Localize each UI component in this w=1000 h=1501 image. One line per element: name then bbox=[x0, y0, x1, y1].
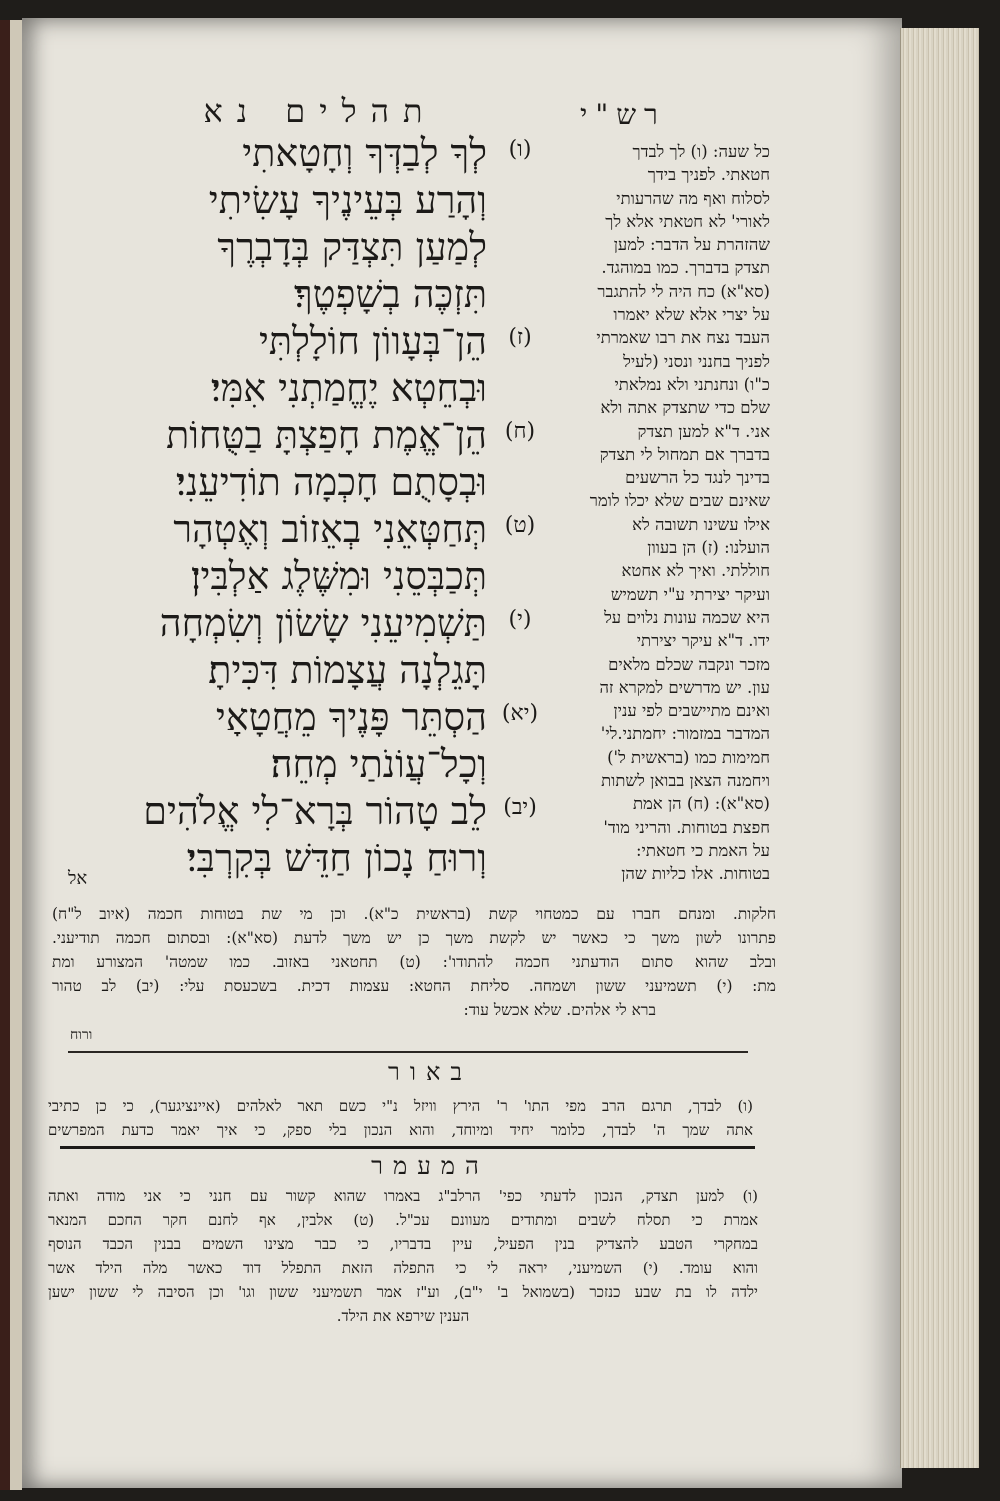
rashi-line: המדבר במזמור: יחמתני.לי' bbox=[600, 724, 770, 744]
verse-line bbox=[100, 130, 545, 177]
verse-line bbox=[100, 835, 545, 882]
verse-text: לֵב טָהוֹר בְּרָא־לִי אֱלֹהִים bbox=[143, 789, 487, 833]
verse-number: (ו) bbox=[508, 137, 532, 162]
rashi-line: ובלב שהוא סתום הודעתני חכמה להתודו': (ט) תחטאני באזוב. כמו שמטה' המצורע ומת bbox=[52, 953, 776, 971]
verse-number: (יב) bbox=[503, 795, 537, 820]
rashi-line: כ"ו) ונחנתני ולא נמלאתי bbox=[614, 374, 770, 394]
rashi-line: ברא לי אלהים. שלא אכשל עוד: bbox=[463, 1001, 656, 1019]
catchword-rashi: ורוח bbox=[70, 1027, 93, 1043]
rashi-line: אילו עשינו תשובה לא bbox=[632, 514, 770, 534]
verse-line bbox=[100, 694, 545, 741]
rashi-line: שאינם שבים שלא יכלו לומר bbox=[589, 491, 770, 511]
verse-number: (ז) bbox=[508, 325, 532, 350]
verse-text: וְרוּחַ נָכוֹן חַדֵּשׁ בְּקִרְבִּי׃ bbox=[186, 836, 487, 880]
verse-text: תָּגֵלְנָה עֲצָמוֹת דִּכִּיתָ׃ bbox=[208, 648, 487, 692]
verse-line bbox=[100, 177, 545, 224]
verse-line bbox=[100, 224, 545, 271]
hameamer-section-title: המעמר bbox=[371, 1152, 489, 1180]
verse-line bbox=[100, 365, 545, 412]
page-stack-edge bbox=[900, 28, 979, 1468]
verse-line bbox=[100, 647, 545, 694]
rashi-line: אני. ד"א למען תצדק bbox=[637, 421, 770, 441]
rashi-line: שלם כדי שתצדק אתה ולא bbox=[600, 398, 770, 418]
verse-text: הֵן־אֱמֶת חָפַצְתָּ בַטֻּחוֹת bbox=[166, 413, 487, 457]
rashi-line: חמימות כמו (בראשית ל') bbox=[607, 747, 770, 767]
running-head-title: תהלים נא bbox=[203, 92, 437, 130]
verse-text: וְכָל־עֲוֹנֹתַי מְחֵה׃ bbox=[270, 742, 487, 786]
rashi-commentary-column bbox=[548, 140, 770, 886]
rashi-line: ועיקר יצירתי ע"י תשמיש bbox=[610, 584, 770, 604]
rashi-line: שהזהרת על הדבר: למען bbox=[613, 235, 770, 255]
verse-number: (י) bbox=[508, 607, 532, 632]
rashi-line: מת: (י) תשמיעני ששון ושמחה. סליחת החטא: עצמות דכית. בשכעסת עלי: (יב) לב טהור bbox=[52, 977, 776, 995]
rashi-line: מזכר ונקבה שכלם מלאים bbox=[608, 654, 770, 674]
rashi-line: (סא"א) כח היה לי להתגבר bbox=[597, 281, 770, 301]
verse-text: לְמַעַן תִּצְדַּק בְּדָבְרֶךָ bbox=[217, 225, 487, 269]
hameamer-line: הענין שירפא את הילד. bbox=[336, 1307, 470, 1325]
rashi-line: חלקות. ומנחם חברו עם כמטחוי קשת (בראשית כ"א). וכן מי שת בטוחות חכמה (איוב ל"ח) bbox=[52, 905, 776, 923]
rashi-line: לפניך בחנני ונסני (לעיל bbox=[623, 351, 770, 371]
rashi-line: על יצרי אלא שלא יאמרו bbox=[613, 305, 770, 325]
rashi-commentary-continued bbox=[52, 902, 776, 1022]
rashi-line: הועלנו: (ז) הן בעוון bbox=[647, 538, 770, 558]
rashi-line: חטאתי. לפניך בידך bbox=[647, 165, 770, 185]
biur-section-title: באור bbox=[388, 1058, 472, 1086]
rashi-line: תצדק בדברך. כמו במוהגד. bbox=[601, 258, 770, 278]
verse-line bbox=[100, 412, 545, 459]
rashi-line: ידו. ד"א עיקר יצירתי bbox=[636, 631, 770, 651]
rashi-line: פתרונו לשון משך כי כאשר יש לקשת משך כן יש משך לדעת (סא"א): ובסתום חכמה תודיעני. bbox=[52, 929, 776, 947]
verse-number: (ט) bbox=[504, 513, 536, 538]
verse-text: תִּזְכֶּה בְשָׁפְטֶךָ׃ bbox=[293, 272, 487, 316]
rashi-line: חפצת בטוחות. והריני מוד' bbox=[603, 817, 770, 837]
binding-edge bbox=[0, 20, 22, 1490]
rashi-line: ויחמנה הצאן בבואן לשתות bbox=[601, 771, 770, 791]
verse-line bbox=[100, 600, 545, 647]
verse-text: וּבְחֵטְא יֶחֱמַתְנִי אִמִּי׃ bbox=[210, 366, 487, 410]
rashi-line: על האמת כי חטאתי: bbox=[636, 840, 770, 860]
rashi-line: העבד נצח את רבו שאמרתי bbox=[596, 328, 770, 348]
rashi-line: היא שכמה עונות נלוים על bbox=[604, 607, 770, 627]
rashi-line: (סא"א): (ח) הן אמת bbox=[632, 794, 770, 814]
biur-commentary bbox=[48, 1094, 753, 1142]
verse-text: הַסְתֵּר פָּנֶיךָ מֵחֲטָאָי bbox=[215, 695, 487, 739]
rashi-line: לסלוח ואף מה שהרעותי bbox=[616, 188, 770, 208]
verse-number: (ח) bbox=[504, 419, 536, 444]
verse-number: (יא) bbox=[501, 701, 539, 726]
verse-line bbox=[100, 459, 545, 506]
rashi-line: כל שעה: (ו) לך לבדך bbox=[632, 142, 770, 161]
catchword-verse: אל bbox=[68, 868, 88, 889]
verse-line bbox=[100, 506, 545, 553]
verse-line bbox=[100, 553, 545, 600]
rashi-line: בדינך לנגד כל הרשעים bbox=[625, 468, 770, 488]
divider-rule bbox=[68, 1051, 748, 1053]
rashi-line: ואינם מתיישבים לפי ענין bbox=[613, 701, 770, 721]
rashi-line: בדברך אם תמחול לי תצדק bbox=[599, 444, 770, 464]
biur-line: (ו) לבדך, תרגם הרב מפי התו' ר' הירץ וויזל נ"י כשם תאר לאלהים (איינציגער), כי כן כתיבי bbox=[48, 1097, 753, 1115]
rashi-line: לאורי' לא חטאתי אלא לך bbox=[605, 211, 770, 231]
verse-text: תַּשְׁמִיעֵנִי שָׂשׂוֹן וְשִׂמְחָה bbox=[159, 601, 487, 645]
verse-text: לְךָ לְבַדְּךָ וְחָטָאתִי bbox=[242, 131, 487, 175]
running-head-commentary: רש"י bbox=[580, 98, 666, 131]
hameamer-line: ילדה לו בת שבע כנזכר (בשמואל ב' י"ב), וע"ז אמר תשמיעני ששון וגו' וכן הסיבה לי ששון ישען bbox=[48, 1283, 758, 1301]
verse-text: וְהָרַע בְּעֵינֶיךָ עָשִׂיתִי bbox=[208, 178, 487, 222]
hameamer-line: במחקרי הטבע להצדיק בנין הפעיל, עיין בדבריו, כי כבר מצינו השמים בבנין הכבד הנוסף bbox=[48, 1235, 758, 1253]
psalm-verses bbox=[100, 130, 545, 882]
verse-line bbox=[100, 741, 545, 788]
verse-line bbox=[100, 271, 545, 318]
biur-line: אתה שמך ה' לבדך, כלומר יחיד ומיוחד, והוא הנכון בלי ספק, כי איך יאמר כדעת המפרשים bbox=[48, 1121, 753, 1139]
verse-line bbox=[100, 788, 545, 835]
hameamer-line: אמרת כי תסלח לשבים ומתודים מעוונם עכ"ל. (ט) אלבין, אף לחנם חקר החכם המנאר bbox=[48, 1211, 758, 1229]
hameamer-line: (ו) למען תצדק, הנכון לדעתי כפי' הרלב"ג באמרו שהוא קשור עם חנני כי אני מודה ואתה bbox=[48, 1187, 758, 1205]
rashi-line: עון. יש מדרשים למקרא זה bbox=[599, 677, 770, 697]
rashi-line: בטוחות. אלו כליות שהן bbox=[621, 864, 770, 884]
verse-text: הֵן־בְּעָווֹן חוֹלָלְתִּי bbox=[258, 319, 487, 363]
verse-text: וּבְסָתֻם חָכְמָה תוֹדִיעֵנִי׃ bbox=[175, 460, 487, 504]
rashi-line: חוללתי. ואיך לא אחטא bbox=[621, 561, 770, 581]
hameamer-line: והוא עומד. (י) השמיעני, יראה לי כי התפלה הזאת התפלל דוד כאשר מלה הילד אשר bbox=[48, 1259, 758, 1277]
verse-text: תְּחַטְּאֵנִי בְאֵזוֹב וְאֶטְהָר bbox=[173, 507, 487, 551]
divider-rule-thick bbox=[60, 1146, 755, 1149]
verse-line bbox=[100, 318, 545, 365]
verse-text: תְּכַבְּסֵנִי וּמִשֶּׁלֶג אַלְבִּין׃ bbox=[190, 554, 487, 598]
hameamer-commentary bbox=[48, 1184, 758, 1328]
